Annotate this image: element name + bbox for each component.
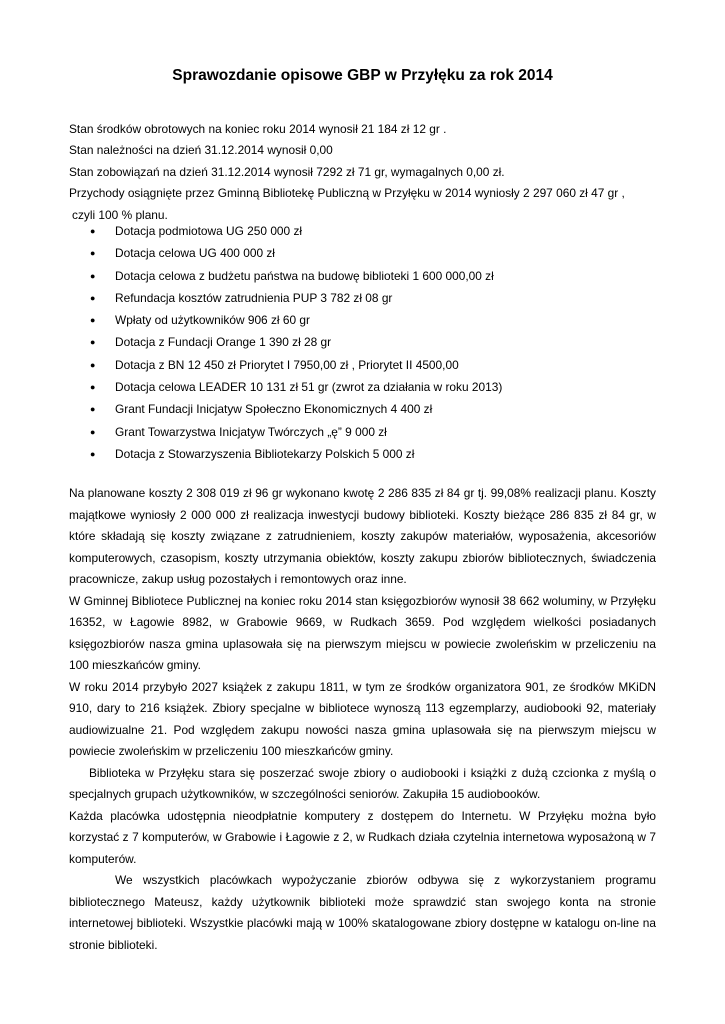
intro-line: Stan zobowiązań na dzień 31.12.2014 wynosił 7292 zł 71 gr, wymagalnych 0,00 zł.	[69, 164, 505, 179]
computers-paragraph: Każda placówka udostępnia nieodpłatnie komputery z dostępem do Internetu. W Przyłęku można było korzystać z 7 komputerów, w Grabowie i Łagowie z 2, w Rudkach działa czytelnia internetowa wyposażoną w 7 komputerów.	[69, 808, 656, 866]
funding-item-text: Refundacja kosztów zatrudnienia PUP 3 782 zł 08 gr	[115, 290, 393, 305]
list-item	[69, 331, 659, 353]
list-item	[69, 287, 659, 309]
list-item	[69, 242, 659, 264]
funding-list	[69, 220, 659, 465]
list-item	[69, 220, 659, 242]
bullet-icon: ●	[90, 337, 96, 348]
financial-summary	[69, 119, 659, 226]
list-item	[69, 309, 659, 331]
bullet-icon: ●	[90, 292, 96, 303]
funding-item-text: Dotacja z Fundacji Orange 1 390 zł 28 gr	[115, 335, 332, 350]
costs-paragraph: Na planowane koszty 2 308 019 zł 96 gr wykonano kwotę 2 286 835 zł 84 gr tj. 99,08% realizacji planu. Koszty majątkowe wyniosły 2 000 000 zł realizacja inwestycji budowy biblioteki. Koszty bieżące 286 835 zł 84 gr, w które składają się koszty związane z zatrudnieniem, koszty zakupów materiałów, wyposażenia, akcesoriów komputerowych, czasopism, koszty utrzymania obiektów, koszty zakupu zbiorów bibliotecznych, świadczenia pracownicze, zakup usług pozostałych i remontowych oraz inne.	[69, 486, 656, 586]
bullet-icon: ●	[90, 359, 96, 370]
list-item	[69, 265, 659, 287]
list-item	[69, 443, 659, 465]
funding-item-text: Dotacja celowa LEADER 10 131 zł 51 gr (zwrot za działania w roku 2013)	[115, 380, 503, 395]
list-item	[69, 398, 659, 420]
bullet-icon: ●	[90, 270, 96, 281]
funding-item-text: Dotacja celowa z budżetu państwa na budowę biblioteki 1 600 000,00 zł	[115, 268, 494, 283]
report-body	[69, 483, 656, 956]
bullet-icon: ●	[90, 382, 96, 393]
funding-item-text: Dotacja podmiotowa UG 250 000 zł	[115, 224, 303, 238]
document-title: Sprawozdanie opisowe GBP w Przyłęku za rok 2014	[172, 67, 553, 84]
intro-line: czyli 100 % planu.	[72, 207, 168, 222]
funding-item-text: Dotacja z BN 12 450 zł Priorytet I 7950,00 zł , Priorytet II 4500,00	[115, 357, 459, 372]
funding-item-text: Dotacja celowa UG 400 000 zł	[115, 246, 275, 261]
funding-item-text: Grant Fundacji Inicjatyw Społeczno Ekonomicznych 4 400 zł	[115, 402, 433, 417]
bullet-icon: ●	[90, 404, 96, 415]
intro-line: Stan należności na dzień 31.12.2014 wynosił 0,00	[69, 143, 333, 158]
acquisitions-paragraph: W roku 2014 przybyło 2027 książek z zakupu 1811, w tym ze środków organizatora 901, ze środków MKiDN 910, dary to 216 książek. Zbiory specjalne w bibliotece wynoszą 113 egzemplarzy, audiobooki 92, materiały audiowizualne 21. Pod względem zakupu nowości nasza gmina uplasowała się na pierwszym miejscu w powiecie zwoleńskim w przeliczeniu 100 mieszkańców gminy.	[69, 679, 656, 758]
intro-line: Stan środków obrotowych na koniec roku 2014 wynosił 21 184 zł 12 gr .	[69, 122, 447, 136]
list-item	[69, 376, 659, 398]
catalog-paragraph: We wszystkich placówkach wypożyczanie zbiorów odbywa się z wykorzystaniem programu bibliotecznego Mateusz, każdy użytkownik biblioteki może sprawdzić stan swojego konta na stronie internetowej biblioteki. Wszystkie placówki mają w 100% skatalogowane zbiory dostępne w katalogu on-line na stronie biblioteki.	[69, 873, 656, 952]
funding-item-text: Wpłaty od użytkowników 906 zł 60 gr	[115, 313, 310, 328]
audiobooks-paragraph: Biblioteka w Przyłęku stara się poszerzać swoje zbiory o audiobooki i książki z dużą czcionka z myślą o specjalnych grupach użytkowników, w szczególności seniorów. Zakupiła 15 audiobooków.	[69, 765, 656, 801]
funding-item-text: Dotacja z Stowarzyszenia Bibliotekarzy Polskich 5 000 zł	[115, 446, 415, 461]
bullet-icon: ●	[90, 426, 96, 437]
intro-line: Przychody osiągnięte przez Gminną Bibliotekę Publiczną w Przyłęku w 2014 wyniosły 2 297 060 zł 47 gr ,	[69, 186, 625, 201]
funding-item-text: Grant Towarzystwa Inicjatyw Twórczych „ę” 9 000 zł	[115, 424, 387, 439]
bullet-icon: ●	[90, 448, 96, 459]
list-item	[69, 354, 659, 376]
bullet-icon: ●	[90, 248, 96, 259]
collection-paragraph: W Gminnej Bibliotece Publicznej na koniec roku 2014 stan księgozbiorów wynosił 38 662 woluminy, w Przyłęku 16352, w Łagowie 8982, w Grabowie 9669, w Rudkach 3659. Pod względem wielkości posiadanych księgozbiorów nasza gmina uplasowała się na pierwszym miejscu w powiecie zwoleńskim w przeliczeniu na 100 mieszkańców gminy.	[69, 593, 656, 672]
bullet-icon: ●	[90, 315, 96, 326]
bullet-icon: ●	[90, 226, 96, 236]
list-item	[69, 421, 659, 443]
